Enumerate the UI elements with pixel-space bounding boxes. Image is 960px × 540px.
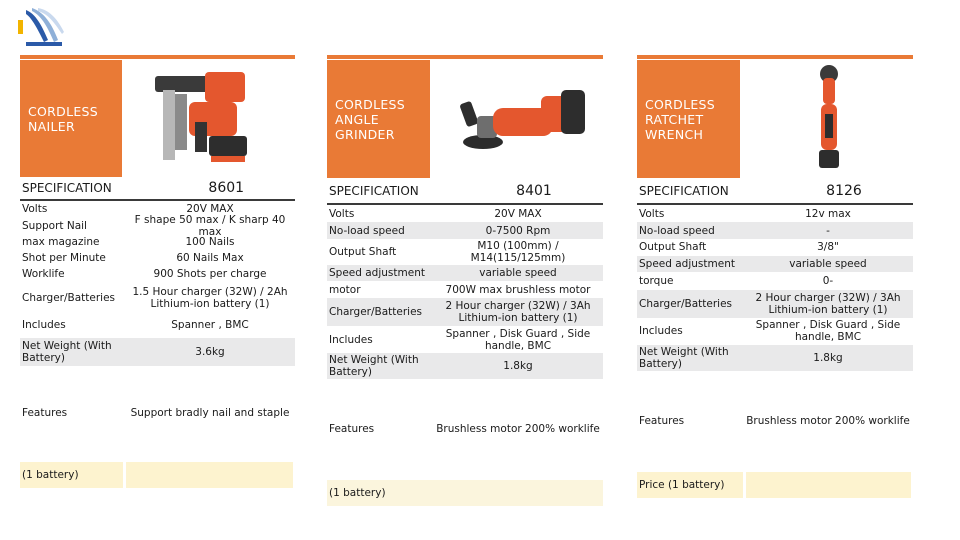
nailer-row-includes: Includes Spanner , BMC [22, 319, 249, 331]
wrench-row-price: Price (1 battery) [639, 479, 725, 491]
grinder-row-features: Features Brushless motor 200% worklife [329, 423, 600, 435]
nailer-row-support-nail: Support Nail F shape 50 max / K sharp 40 max [22, 214, 286, 238]
grinder-spec-label: SPECIFICATION [329, 184, 419, 198]
grinder-title-box [327, 60, 430, 178]
wrench-model: 8126 [826, 183, 862, 199]
grinder-row-weight: Net Weight (With Battery) 1.8kg [327, 353, 603, 379]
grinder-row-charger: Charger/Batteries 2 Hour charger (32W) / 3Ah Lithium-ion battery (1) [327, 298, 603, 326]
nailer-image [125, 60, 295, 178]
wrench-row-no-load-speed: No-load speed - [637, 222, 913, 239]
wrench-title-box [637, 60, 740, 178]
grinder-title: CORDLESS ANGLE GRINDER [335, 96, 406, 142]
wrench-row-features: Features Brushless motor 200% worklife [639, 415, 910, 427]
nailer-title-box [20, 60, 122, 178]
wrench-spec-label: SPECIFICATION [639, 184, 729, 198]
nailer-row-weight: Net Weight (With Battery) 3.6kg [20, 338, 295, 366]
grinder-row-motor: motor 700W max brushless motor [329, 284, 591, 296]
nailer-row-charger: Charger/Batteries 1.5 Hour charger (32W) / 2Ah Lithium-ion battery (1) [22, 286, 288, 310]
wrench-row-includes: Includes Spanner , Disk Guard , Side handle, BMC [639, 319, 901, 343]
grinder-row-includes: Includes Spanner , Disk Guard , Side handle, BMC [329, 328, 591, 352]
grinder-row-volts: Volts 20V MAX [329, 208, 542, 220]
nailer-row-shot-per-minute: Shot per Minute 60 Nails Max [22, 252, 244, 264]
nailer-row-volts: Volts 20V MAX [22, 203, 234, 215]
nailer-spec-label: SPECIFICATION [22, 181, 112, 195]
ratchet-wrench-picture [743, 60, 913, 178]
wrench-row-charger: Charger/Batteries 2 Hour charger (32W) / 3Ah Lithium-ion battery (1) [637, 290, 913, 318]
nailer-model: 8601 [208, 180, 245, 196]
grinder-row-price: (1 battery) [329, 487, 386, 499]
nail-gun-picture [125, 60, 295, 178]
nailer-title: CORDLESS NAILER [28, 104, 99, 134]
wrench-image [743, 60, 913, 178]
swoosh-logo-icon [18, 6, 66, 48]
wrench-row-speed-adjustment: Speed adjustment variable speed [637, 256, 913, 272]
nailer-row-worklife: Worklife 900 Shots per charge [22, 268, 267, 280]
wrench-row-output-shaft: Output Shaft 3/8" [639, 241, 839, 253]
wrench-spec-header [637, 179, 913, 203]
angle-grinder-picture [433, 60, 603, 178]
nailer-row-features: Features Support bradly nail and staple [22, 407, 290, 419]
grinder-row-speed-adjustment: Speed adjustment variable speed [327, 265, 603, 281]
grinder-model: 8401 [516, 183, 552, 199]
nailer-row-price: (1 battery) [22, 469, 79, 481]
nailer-row-magazine: max magazine 100 Nails [22, 236, 235, 248]
nailer-spec-header [20, 177, 295, 199]
grinder-spec-header [327, 179, 603, 203]
company-logo [18, 6, 66, 48]
grinder-row-no-load-speed: No-load speed 0-7500 Rpm [327, 222, 603, 239]
wrench-row-weight: Net Weight (With Battery) 1.8kg [637, 345, 913, 371]
grinder-row-output-shaft: Output Shaft M10 (100mm) / M14(115/125mm) [329, 240, 566, 264]
wrench-row-torque: torque 0- [639, 275, 834, 287]
wrench-row-volts: Volts 12v max [639, 208, 851, 220]
wrench-title: CORDLESS RATCHET WRENCH [645, 96, 716, 142]
grinder-image [433, 60, 603, 178]
